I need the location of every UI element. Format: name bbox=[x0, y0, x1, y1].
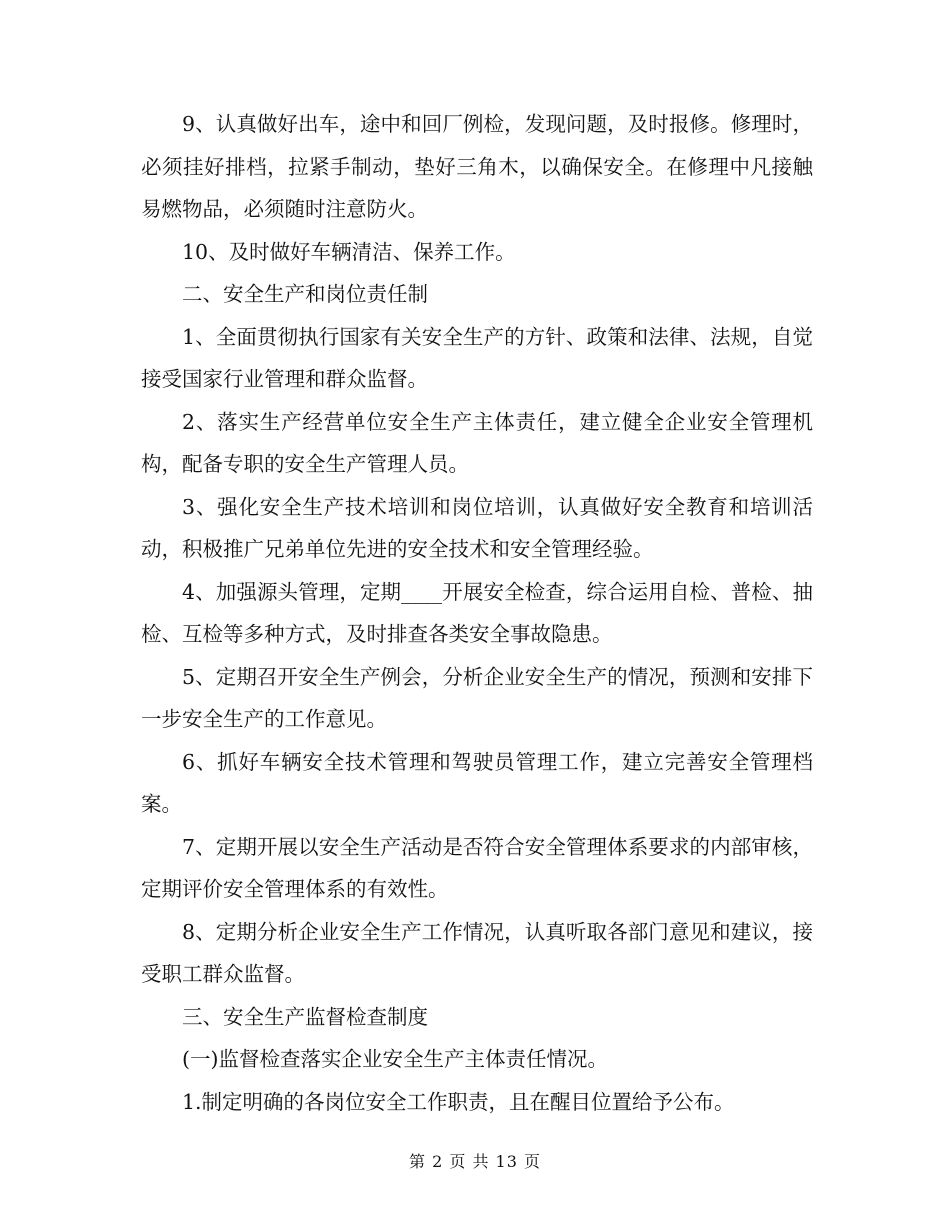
paragraph-item-5: 5、定期召开安全生产例会，分析企业安全生产的情况，预测和安排下一步安全生产的工作意见。 bbox=[141, 664, 813, 731]
paragraph-item-6: 6、抓好车辆安全技术管理和驾驶员管理工作，建立完善安全管理档案。 bbox=[141, 749, 813, 816]
paragraph-item-10: 10、及时做好车辆清洁、保养工作。 bbox=[182, 239, 516, 264]
paragraph-item-3: 3、强化安全生产技术培训和岗位培训，认真做好安全教育和培训活动，积极推广兄弟单位先进的安全技术和安全管理经验。 bbox=[141, 494, 813, 561]
paragraph-item-4: 4、加强源头管理，定期____开展安全检查，综合运用自检、普检、抽检、互检等多种方式，及时排查各类安全事故隐患。 bbox=[141, 579, 813, 646]
paragraph-item-8: 8、定期分析企业安全生产工作情况，认真听取各部门意见和建议，接受职工群众监督。 bbox=[141, 919, 813, 986]
section-heading-3: 三、安全生产监督检查制度 bbox=[182, 1004, 428, 1029]
paragraph-item-9: 9、认真做好出车，途中和回厂例检，发现问题，及时报修。修理时，必须挂好排档，拉紧手制动，垫好三角木，以确保安全。在修理中凡接触易燃物品，必须随时注意防火。 bbox=[141, 112, 813, 221]
paragraph-item-7: 7、定期开展以安全生产活动是否符合安全管理体系要求的内部审核，定期评价安全管理体系的有效性。 bbox=[141, 834, 813, 901]
subsection-item-1: 1.制定明确的各岗位安全工作职责，且在醒目位置给予公布。 bbox=[182, 1089, 735, 1114]
section-heading-2: 二、安全生产和岗位责任制 bbox=[182, 282, 428, 306]
paragraph-item-2: 2、落实生产经营单位安全生产主体责任，建立健全企业安全管理机构，配备专职的安全生产管理人员。 bbox=[141, 409, 813, 476]
subsection-heading-1: (一)监督检查落实企业安全生产主体责任情况。 bbox=[182, 1047, 608, 1071]
page-number-footer: 第 2 页 共 13 页 bbox=[409, 1152, 541, 1171]
paragraph-item-1: 1、全面贯彻执行国家有关安全生产的方针、政策和法律、法规，自觉接受国家行业管理和群众监督。 bbox=[141, 324, 813, 391]
document-body bbox=[141, 103, 813, 1123]
